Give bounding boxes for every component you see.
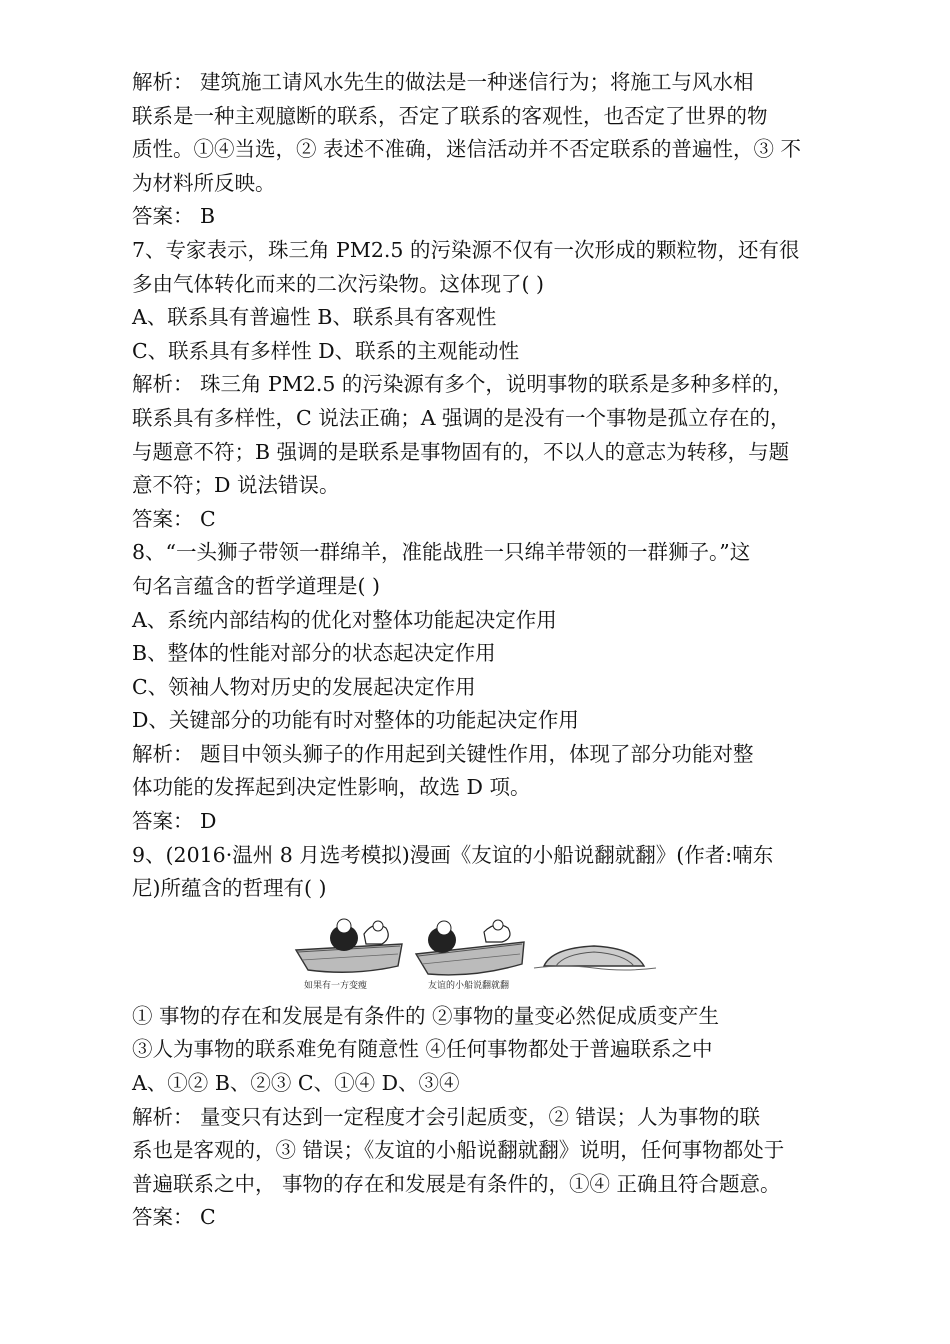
q6-analysis-line: 联系是一种主观臆断的联系，否定了联系的客观性，也否定了世界的物: [132, 103, 768, 128]
q6-analysis-line: 解析： 建筑施工请风水先生的做法是一种迷信行为；将施工与风水相: [132, 70, 754, 94]
q8-stem-line: 8、“一头狮子带领一群绵羊，准能战胜一只绵羊带领的一群狮子。”这: [132, 540, 751, 565]
q9-statement-line: ① 事物的存在和发展是有条件的 ②事物的量变必然促成质变产生: [132, 1003, 720, 1028]
q7-stem-line: 7、专家表示，珠三角 PM2.5 的污染源不仅有一次形成的颗粒物，还有很: [132, 237, 800, 262]
q9-answer: 答案： C: [132, 1205, 216, 1230]
q7-options-line: A、联系具有普遍性 B、联系具有客观性: [132, 305, 497, 330]
q7-analysis-line: 意不符；D 说法错误。: [132, 473, 340, 498]
q8-option: B、整体的性能对部分的状态起决定作用: [132, 641, 496, 666]
q8-analysis-line: 体功能的发挥起到决定性影响，故选 D 项。: [132, 775, 531, 800]
boat-panel-1: [296, 919, 402, 972]
q8-analysis-line: 解析： 题目中领头狮子的作用起到关键性作用，体现了部分功能对整: [132, 741, 754, 766]
q6-answer: 答案： B: [132, 204, 216, 229]
q8-option: C、领袖人物对历史的发展起决定作用: [132, 674, 476, 699]
document-page: [132, 66, 822, 1235]
q6-analysis-line: 为材料所反映。: [132, 170, 276, 195]
q9-analysis-line: 系也是客观的，③ 错误；《友谊的小船说翻就翻》说明，任何事物都处于: [132, 1138, 785, 1163]
q7-analysis-line: 与题意不符；B 强调的是联系是事物固有的，不以人的意志为转移，与题: [132, 439, 790, 464]
q9-analysis-line: 解析： 量变只有达到一定程度才会引起质变，② 错误；人为事物的联: [132, 1104, 761, 1129]
friendship-boat-cartoon: [132, 914, 822, 1000]
q8-answer: 答案： D: [132, 809, 217, 834]
q9-options-line: A、①② B、②③ C、①④ D、③④: [132, 1071, 460, 1096]
boat-panel-2: [416, 920, 524, 975]
q9-stem-line: 9、(2016·温州 8 月选考模拟)漫画《友谊的小船说翻就翻》(作者:喃东: [132, 842, 774, 867]
q6-analysis-line: 质性。①④当选，② 表述不准确，迷信活动并不否定联系的普遍性，③ 不: [132, 137, 802, 162]
q7-analysis-line: 解析： 珠三角 PM2.5 的污染源有多个，说明事物的联系是多种多样的，: [132, 372, 793, 397]
cartoon-illustration: [294, 914, 664, 994]
capsized-boat: [534, 946, 656, 970]
q7-analysis-line: 联系具有多样性，C 说法正确；A 强调的是没有一个事物是孤立存在的，: [132, 405, 791, 430]
q9-stem-line: 尼)所蕴含的哲理有( ): [132, 876, 327, 901]
q8-stem-line: 句名言蕴含的哲学道理是( ): [132, 573, 381, 598]
cartoon-caption-1: 如果有一方变瘦: [304, 980, 368, 991]
cartoon-caption-2: 友谊的小船说翻就翻: [428, 980, 510, 991]
q8-option: A、系统内部结构的优化对整体功能起决定作用: [132, 607, 557, 632]
q9-analysis-line: 普遍联系之中， 事物的存在和发展是有条件的，①④ 正确且符合题意。: [132, 1171, 781, 1196]
q9-statement-line: ③人为事物的联系难免有随意性 ④任何事物都处于普遍联系之中: [132, 1037, 713, 1062]
q7-options-line: C、联系具有多样性 D、联系的主观能动性: [132, 338, 520, 363]
q8-option: D、关键部分的功能有时对整体的功能起决定作用: [132, 708, 579, 733]
q7-answer: 答案： C: [132, 506, 216, 531]
q7-stem-line: 多由气体转化而来的二次污染物。这体现了( ): [132, 271, 545, 296]
